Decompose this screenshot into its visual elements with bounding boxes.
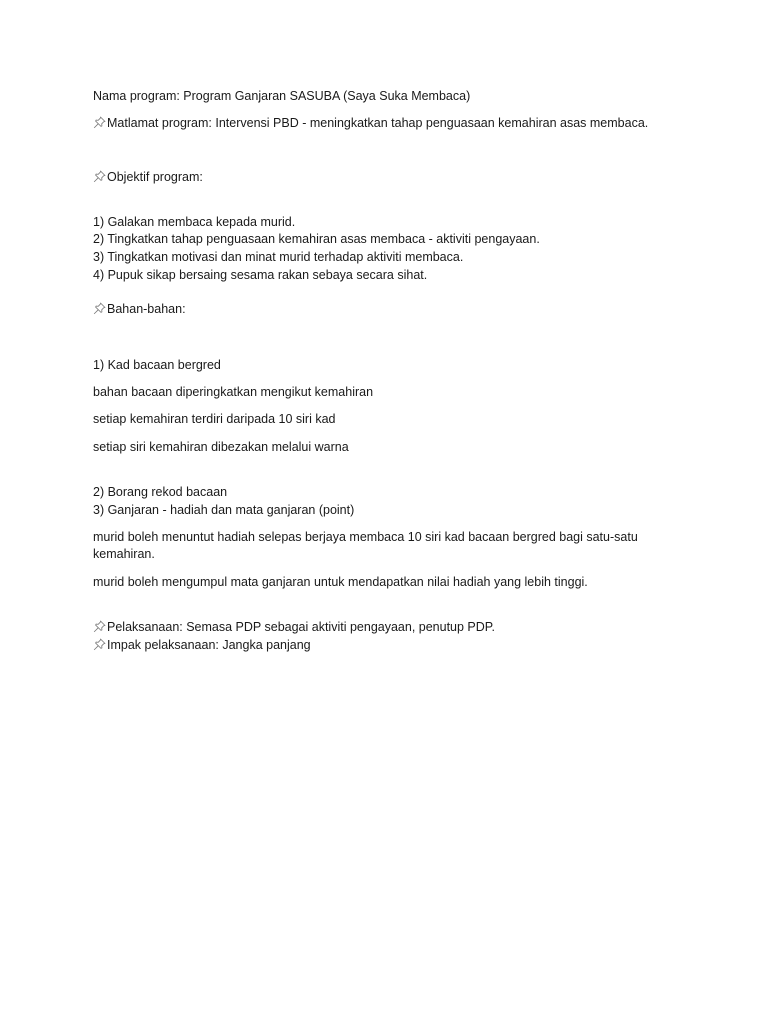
program-goal-line [93,115,713,132]
objective-item: 2) Tingkatkan tahap penguasaan kemahiran asas membaca - aktiviti pengayaan. [93,232,540,246]
implementation-text: Pelaksanaan: Semasa PDP sebagai aktiviti pengayaan, penutup PDP. [107,620,495,634]
material-note: setiap siri kemahiran dibezakan melalui warna [93,440,349,454]
material-item: 1) Kad bacaan bergred [93,358,221,372]
pushpin-icon [93,116,106,129]
material-item: 3) Ganjaran - hadiah dan mata ganjaran (point) [93,503,355,517]
objectives-heading-line [93,169,713,186]
impact-line [93,637,713,654]
program-name: Nama program: Program Ganjaran SASUBA (Saya Suka Membaca) [93,89,471,103]
objectives-heading: Objektif program: [107,170,203,184]
objective-item: 1) Galakan membaca kepada murid. [93,215,296,229]
pushpin-icon [93,638,106,651]
program-goal: Matlamat program: Intervensi PBD - meningkatkan tahap penguasaan kemahiran asas membaca. [107,116,649,130]
material-note: bahan bacaan diperingkatkan mengikut kemahiran [93,385,374,399]
material-note: murid boleh menuntut hadiah selepas berjaya membaca 10 siri kad bacaan bergred bagi satu-satu kemahiran. [93,530,638,561]
pushpin-icon [93,170,106,183]
pushpin-icon [93,620,106,633]
materials-heading-line [93,301,713,318]
material-note: murid boleh mengumpul mata ganjaran untuk mendapatkan nilai hadiah yang lebih tinggi. [93,575,588,589]
material-note: setiap kemahiran terdiri daripada 10 siri kad [93,412,336,426]
implementation-line [93,619,713,636]
pushpin-icon [93,302,106,315]
objective-item: 3) Tingkatkan motivasi dan minat murid terhadap aktiviti membaca. [93,250,464,264]
impact-text: Impak pelaksanaan: Jangka panjang [107,638,311,652]
objective-item: 4) Pupuk sikap bersaing sesama rakan sebaya secara sihat. [93,268,428,282]
material-item: 2) Borang rekod bacaan [93,485,228,499]
materials-heading: Bahan-bahan: [107,302,186,316]
